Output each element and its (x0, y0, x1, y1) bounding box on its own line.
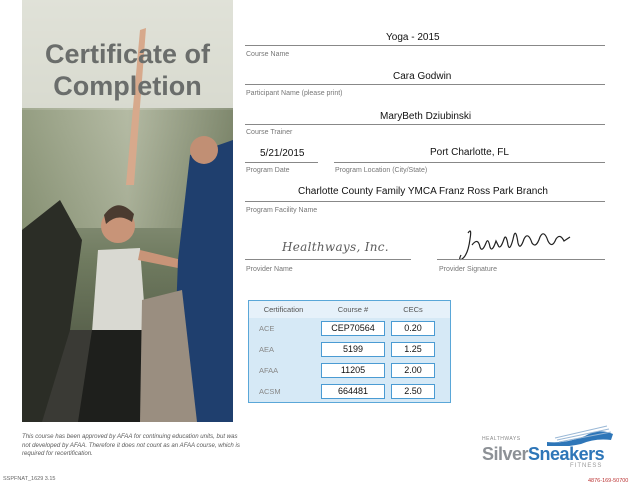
header-pad (438, 301, 451, 319)
header-course-number: Course # (318, 301, 388, 319)
provider-name-rule (245, 259, 411, 260)
row-course: 5199 (321, 342, 385, 357)
participant-name-value: Cara Godwin (393, 71, 452, 82)
row-course: 11205 (321, 363, 385, 378)
header-certification: Certification (249, 301, 319, 319)
silversneakers-shoe-icon (545, 420, 615, 446)
row-pad (438, 360, 451, 381)
cec-table (248, 300, 451, 403)
provider-signature-label: Provider Signature (439, 266, 497, 273)
row-cecs-cell (388, 318, 438, 339)
row-cecs-cell (388, 360, 438, 381)
program-date-value: 5/21/2015 (260, 148, 305, 159)
participant-name-rule (245, 84, 605, 85)
logo-silversneakers (482, 444, 604, 465)
row-certification: AEA (259, 345, 275, 354)
bottom-code: 4876-169-50700 (588, 478, 629, 484)
table-row (249, 381, 451, 403)
row-course-cell (318, 318, 388, 339)
row-certification: AFAA (259, 366, 279, 375)
program-facility-value: Charlotte County Family YMCA Franz Ross Park Branch (298, 186, 548, 197)
row-certification: ACE (259, 324, 275, 333)
logo-sneakers: Sneakers (528, 444, 605, 464)
course-trainer-value: MaryBeth Dziubinski (380, 111, 472, 122)
course-trainer-label: Course Trainer (246, 129, 293, 136)
row-cecs: 2.00 (391, 363, 435, 378)
course-name-label: Course Name (246, 51, 290, 58)
provider-name-value: Healthways, Inc. (282, 240, 389, 254)
row-pad (438, 381, 451, 403)
cec-table-header (249, 301, 451, 319)
logo-fitness: FITNESS (570, 463, 603, 469)
logo-silver: Silver (482, 444, 529, 464)
program-location-label: Program Location (City/State) (335, 167, 428, 174)
row-certification: ACSM (259, 387, 281, 396)
title-line-2: Completion (53, 71, 202, 101)
form-code: SSPFNAT_1629 3.15 (3, 476, 56, 482)
left-panel (0, 0, 240, 493)
logo-healthways: HEALTHWAYS (482, 436, 521, 442)
program-facility-rule (245, 201, 605, 202)
row-cecs: 0.20 (391, 321, 435, 336)
program-date-rule (245, 162, 318, 163)
table-row (249, 339, 451, 360)
row-cecs-cell (388, 339, 438, 360)
course-trainer-rule (245, 124, 605, 125)
afaa-disclaimer: This course has been approved by AFAA for continuing education units, but was not developed by AFAA. Therefore it does not count as an AFAA course, which is required for recertification. (22, 433, 240, 457)
row-course-cell (318, 381, 388, 403)
program-facility-label: Program Facility Name (246, 207, 318, 214)
row-cecs-cell (388, 381, 438, 403)
row-course: 664481 (321, 384, 385, 399)
certificate-title (22, 38, 233, 102)
table-row (249, 318, 451, 339)
row-pad (438, 339, 451, 360)
participant-name-label: Participant Name (please print) (246, 90, 343, 97)
provider-signature-rule (437, 259, 605, 260)
row-cecs: 1.25 (391, 342, 435, 357)
program-location-value: Port Charlotte, FL (430, 147, 509, 158)
row-course-cell (318, 339, 388, 360)
header-cecs: CECs (388, 301, 438, 319)
program-date-label: Program Date (246, 167, 290, 174)
course-name-rule (245, 45, 605, 46)
course-name-value: Yoga - 2015 (386, 32, 440, 43)
program-location-rule (334, 162, 605, 163)
title-line-1: Certificate of (44, 39, 211, 69)
provider-name-label: Provider Name (246, 266, 293, 273)
row-course: CEP70564 (321, 321, 385, 336)
row-course-cell (318, 360, 388, 381)
row-cecs: 2.50 (391, 384, 435, 399)
table-row (249, 360, 451, 381)
row-pad (438, 318, 451, 339)
